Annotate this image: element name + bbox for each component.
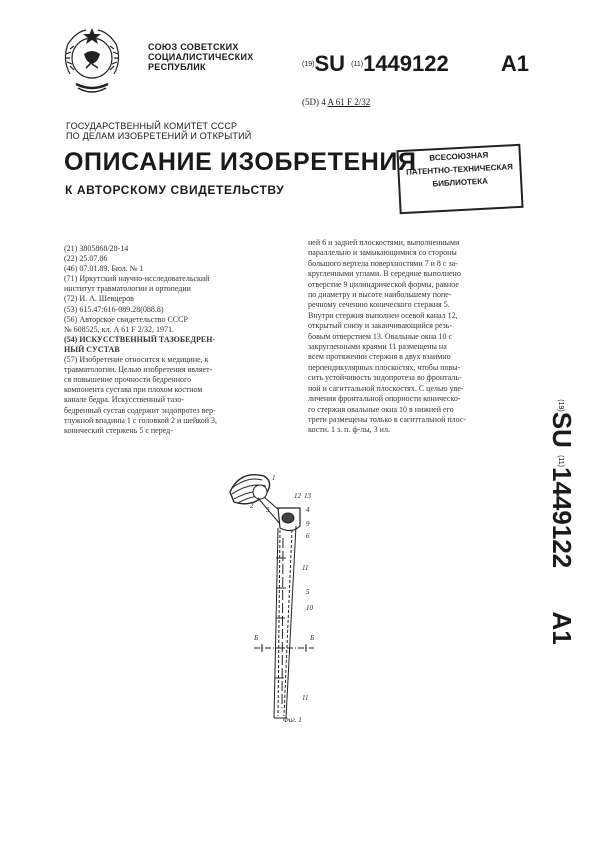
text-line: кругленными углами. В середине выполнено xyxy=(308,269,461,279)
text-line: канале бедра. Искусственный тазо- xyxy=(64,395,184,405)
ipc-code: A 61 F 2/32 xyxy=(327,97,371,107)
text-line: (72) И. А. Шевцеров xyxy=(64,294,134,304)
text-line: (46) 07.01.89. Бюл. № 1 xyxy=(64,264,144,274)
document-subtitle: К АВТОРСКОМУ СВИДЕТЕЛЬСТВУ xyxy=(65,183,285,197)
text-line: НЫЙ СУСТАВ xyxy=(64,344,120,354)
text-line: по диаметру и высоте наибольшему попе- xyxy=(308,290,452,300)
text-line: тлужной впадины 1 с головкой 2 и шейкой 3, xyxy=(64,415,217,425)
org-line: СОЮЗ СОВЕТСКИХ xyxy=(148,42,239,52)
text-line: ся повышение прочности бедренного xyxy=(64,375,192,385)
document-title: ОПИСАНИЕ ИЗОБРЕТЕНИЯ xyxy=(64,148,417,176)
figure-label: 12 xyxy=(294,492,301,500)
side-kind-code: A1 xyxy=(547,611,578,645)
text-line: институт травматологии и ортопедии xyxy=(64,284,191,294)
stamp-line: БИБЛИОТЕКА xyxy=(432,176,489,189)
text-line: речному сечению конического стержня 5. xyxy=(308,300,450,310)
committee-line: ГОСУДАРСТВЕННЫЙ КОМИТЕТ СССР xyxy=(66,121,238,131)
text-line: травматологии. Целью изобретения являет- xyxy=(64,365,213,375)
country-name xyxy=(148,42,254,72)
patent-number-line xyxy=(302,52,529,77)
text-line: (71) Иркутский научно-исследовательский xyxy=(64,274,210,284)
text-line: го стержня овальные окна 10 в нижней его xyxy=(308,404,454,414)
text-line: перпендикулярных плоскостях, чтобы повы- xyxy=(308,362,461,372)
kind-code: A1 xyxy=(500,51,529,76)
ussr-emblem-icon xyxy=(56,24,128,100)
country-tag: (19) xyxy=(302,61,315,69)
abstract-column xyxy=(308,238,534,436)
text-line: сить устойчивость эндопротеза во фронталь- xyxy=(308,373,462,383)
committee-name xyxy=(66,121,251,141)
text-line: Внутри стержня выполнен осевой канал 12, xyxy=(308,310,458,320)
text-line: трети размещены только в сагиттальной плос- xyxy=(308,414,467,424)
figure-label: 1 xyxy=(272,474,276,482)
text-line: (56) Авторское свидетельство СССР xyxy=(64,314,188,324)
figure-label: 11 xyxy=(302,564,309,572)
text-line: (54) ИСКУССТВЕННЫЙ ТАЗОБЕДРЕН- xyxy=(64,334,216,344)
number-tag: (11) xyxy=(351,61,364,69)
ipc-classification xyxy=(302,97,370,107)
country-code: SU xyxy=(314,51,346,76)
text-line: параллельно и замыкающимися со стороны xyxy=(308,248,457,258)
figure-label: Б xyxy=(310,634,315,642)
text-line: закругленными краями 11 размещены на xyxy=(308,342,447,352)
org-line: СОЦИАЛИСТИЧЕСКИХ xyxy=(148,52,254,62)
library-stamp xyxy=(396,144,523,214)
text-line: ней 6 и задней плоскостями, выполненными xyxy=(308,238,460,247)
text-line: бедренный сустав содержит эндопротез вер- xyxy=(64,405,216,415)
stamp-line: ВСЕСОЮЗНАЯ xyxy=(429,150,489,163)
side-country-tag: (19) xyxy=(556,399,564,412)
side-patent-number-value: 1449122 xyxy=(547,467,578,569)
stamp-line: ПАТЕНТНО-ТЕХНИЧЕСКАЯ xyxy=(405,162,514,177)
figure-label: 3 xyxy=(266,506,270,514)
bibliographic-column xyxy=(64,244,290,436)
side-number-tag: (11) xyxy=(556,455,564,468)
ipc-tag: (5D) 4 xyxy=(302,97,326,107)
figure-label: 6 xyxy=(306,532,310,540)
committee-line: ПО ДЕЛАМ ИЗОБРЕТЕНИЙ И ОТКРЫТИЙ xyxy=(66,131,252,141)
text-line: (22) 25.07.86 xyxy=(64,254,108,264)
figure-label: 9 xyxy=(306,520,310,528)
text-line: № 608525, кл. А 61 F 2/32, 1971. xyxy=(64,324,174,334)
text-line: (21) 3805868/28-14 xyxy=(64,244,129,253)
text-line: компонента сустава при плохом костном xyxy=(64,385,203,395)
figure-label: 13 xyxy=(304,492,311,500)
text-line: всем протяжении стержня в двух взаимно xyxy=(308,352,451,362)
figure-label: 2 xyxy=(250,502,254,510)
text-line: личения фронтальной опорности коническо- xyxy=(308,394,461,404)
text-line: конический стержень 5 с перед- xyxy=(64,425,173,435)
text-line: открытый снизу и заканчивающийся резь- xyxy=(308,321,453,331)
figure-label: 11 xyxy=(302,694,309,702)
conical-stem xyxy=(274,526,296,718)
figure-label: Б xyxy=(254,634,259,642)
figure-drawing xyxy=(222,468,342,728)
text-line: ной и сагиттальной плоскостях. С целью уве- xyxy=(308,383,464,393)
figure-label: 5 xyxy=(306,588,310,596)
org-line: РЕСПУБЛИК xyxy=(148,62,206,72)
side-patent-number xyxy=(538,372,584,672)
figure-label: 4 xyxy=(306,506,310,514)
text-line: (57) Изобретение относится к медицине, к xyxy=(64,355,209,365)
text-line: бовым отверстием 13. Овальные окна 10 с xyxy=(308,331,453,341)
patent-number: 1449122 xyxy=(363,51,449,76)
text-line: (53) 615.47:616-089.28(088.8) xyxy=(64,304,164,314)
side-country: SU xyxy=(547,411,578,448)
femoral-head xyxy=(253,485,267,499)
text-line: кости. 1 з. п. ф-лы, 3 ил. xyxy=(308,425,390,435)
figure-label: 10 xyxy=(306,604,313,612)
text-line: большого вертела поверхностями 7 и 8 с за- xyxy=(308,258,458,268)
figure-caption: Фиг. 1 xyxy=(283,716,302,724)
text-line: отверстие 9 цилиндрической формы, равное xyxy=(308,279,459,289)
